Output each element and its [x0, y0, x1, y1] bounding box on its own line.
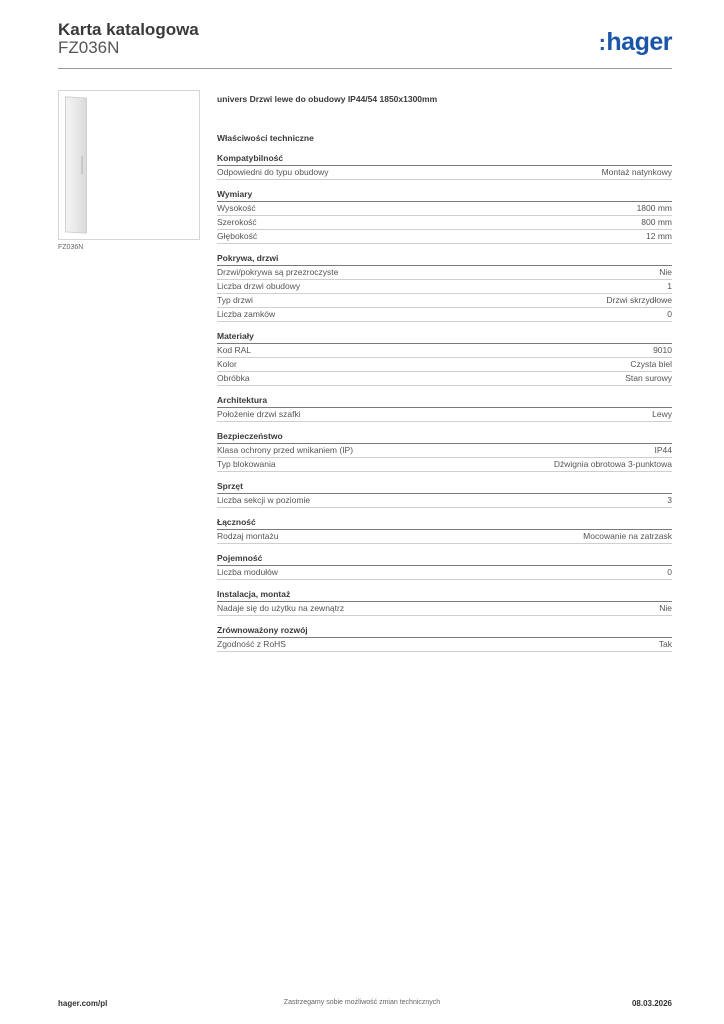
footer-website: hager.com/pl: [58, 999, 108, 1008]
image-caption: FZ036N: [58, 244, 84, 251]
spec-value: Lewy: [652, 409, 672, 419]
spec-section: [217, 394, 672, 422]
spec-row: [217, 344, 672, 358]
spec-value: 9010: [653, 345, 672, 355]
spec-row: [217, 266, 672, 280]
spec-label: Wysokość: [217, 203, 256, 213]
product-code: FZ036N: [58, 38, 120, 57]
spec-value: Nie: [659, 267, 672, 277]
spec-section: [217, 252, 672, 322]
spec-value: Stan surowy: [625, 373, 672, 383]
section-title: Instalacja, montaż: [217, 588, 672, 602]
spec-value: Czysta biel: [630, 359, 672, 369]
spec-value: Mocowanie na zatrzask: [583, 531, 672, 541]
spec-row: [217, 372, 672, 386]
spec-row: [217, 408, 672, 422]
spec-row: [217, 458, 672, 472]
spec-label: Klasa ochrony przed wnikaniem (IP): [217, 445, 354, 455]
spec-section: [217, 430, 672, 472]
spec-row: [217, 216, 672, 230]
spec-value: Montaż natynkowy: [601, 167, 672, 177]
spec-section: [217, 152, 672, 180]
spec-label: Głębokość: [217, 231, 258, 241]
logo-colon-mark: :: [598, 30, 606, 55]
spec-row: [217, 294, 672, 308]
spec-value: 0: [667, 567, 672, 577]
spec-value: Nie: [659, 603, 672, 613]
section-title: Architektura: [217, 394, 672, 408]
spec-value: 1: [667, 281, 672, 291]
spec-value: Tak: [658, 639, 672, 649]
product-description: univers Drzwi lewe do obudowy IP44/54 1850x1300mm: [217, 94, 438, 104]
spec-value: 1800 mm: [636, 203, 672, 213]
section-title: Wymiary: [217, 188, 672, 202]
spec-label: Typ drzwi: [217, 295, 253, 305]
page-title: Karta katalogowa: [58, 20, 199, 39]
section-title: Kompatybilność: [217, 152, 672, 166]
spec-row: [217, 638, 672, 652]
logo-text: hager: [606, 28, 672, 56]
hager-logo: [599, 28, 672, 57]
spec-row: [217, 230, 672, 244]
specification-content: [217, 93, 672, 652]
spec-row: [217, 308, 672, 322]
spec-label: Liczba modułów: [217, 567, 278, 577]
spec-label: Liczba sekcji w poziomie: [217, 495, 311, 505]
footer-notice: Zastrzegamy sobie możliwość zmian technicznych: [283, 999, 441, 1006]
spec-row: [217, 566, 672, 580]
section-title: Bezpieczeństwo: [217, 430, 672, 444]
spec-section: [217, 624, 672, 652]
spec-label: Kod RAL: [217, 345, 252, 355]
spec-label: Położenie drzwi szafki: [217, 409, 301, 419]
spec-row: [217, 280, 672, 294]
spec-row: [217, 358, 672, 372]
section-title: Pojemność: [217, 552, 672, 566]
spec-value: 0: [667, 309, 672, 319]
spec-label: Kolor: [217, 359, 237, 369]
spec-section: [217, 330, 672, 386]
door-panel-image: [65, 96, 87, 233]
spec-label: Liczba zamków: [217, 309, 276, 319]
spec-label: Drzwi/pokrywa są przezroczyste: [217, 267, 339, 277]
section-title: Łączność: [217, 516, 672, 530]
technical-properties-heading: Właściwości techniczne: [217, 133, 314, 143]
section-title: Pokrywa, drzwi: [217, 252, 672, 266]
spec-section: [217, 588, 672, 616]
spec-section: [217, 480, 672, 508]
section-title: Zrównoważony rozwój: [217, 624, 672, 638]
spec-label: Zgodność z RoHS: [217, 639, 286, 649]
spec-label: Obróbka: [217, 373, 250, 383]
spec-row: [217, 494, 672, 508]
spec-sections: [217, 152, 672, 652]
footer-date: 08.03.2026: [631, 999, 672, 1008]
spec-row: [217, 530, 672, 544]
spec-value: Drzwi skrzydłowe: [606, 295, 672, 305]
spec-value: 3: [667, 495, 672, 505]
spec-value: Dźwignia obrotowa 3-punktowa: [553, 459, 672, 469]
spec-section: [217, 188, 672, 244]
product-image: [58, 90, 200, 240]
spec-row: [217, 166, 672, 180]
section-title: Sprzęt: [217, 480, 672, 494]
spec-row: [217, 602, 672, 616]
spec-label: Nadaje się do użytku na zewnątrz: [217, 603, 345, 613]
spec-value: IP44: [654, 445, 672, 455]
spec-label: Liczba drzwi obudowy: [217, 281, 301, 291]
spec-row: [217, 202, 672, 216]
spec-value: 800 mm: [641, 217, 672, 227]
spec-section: [217, 552, 672, 580]
spec-row: [217, 444, 672, 458]
spec-label: Odpowiedni do typu obudowy: [217, 167, 329, 177]
spec-label: Typ blokowania: [217, 459, 276, 469]
spec-label: Rodzaj montażu: [217, 531, 279, 541]
spec-label: Szerokość: [217, 217, 257, 227]
section-title: Materiały: [217, 330, 672, 344]
spec-section: [217, 516, 672, 544]
header-divider: [58, 68, 672, 69]
spec-value: 12 mm: [646, 231, 672, 241]
